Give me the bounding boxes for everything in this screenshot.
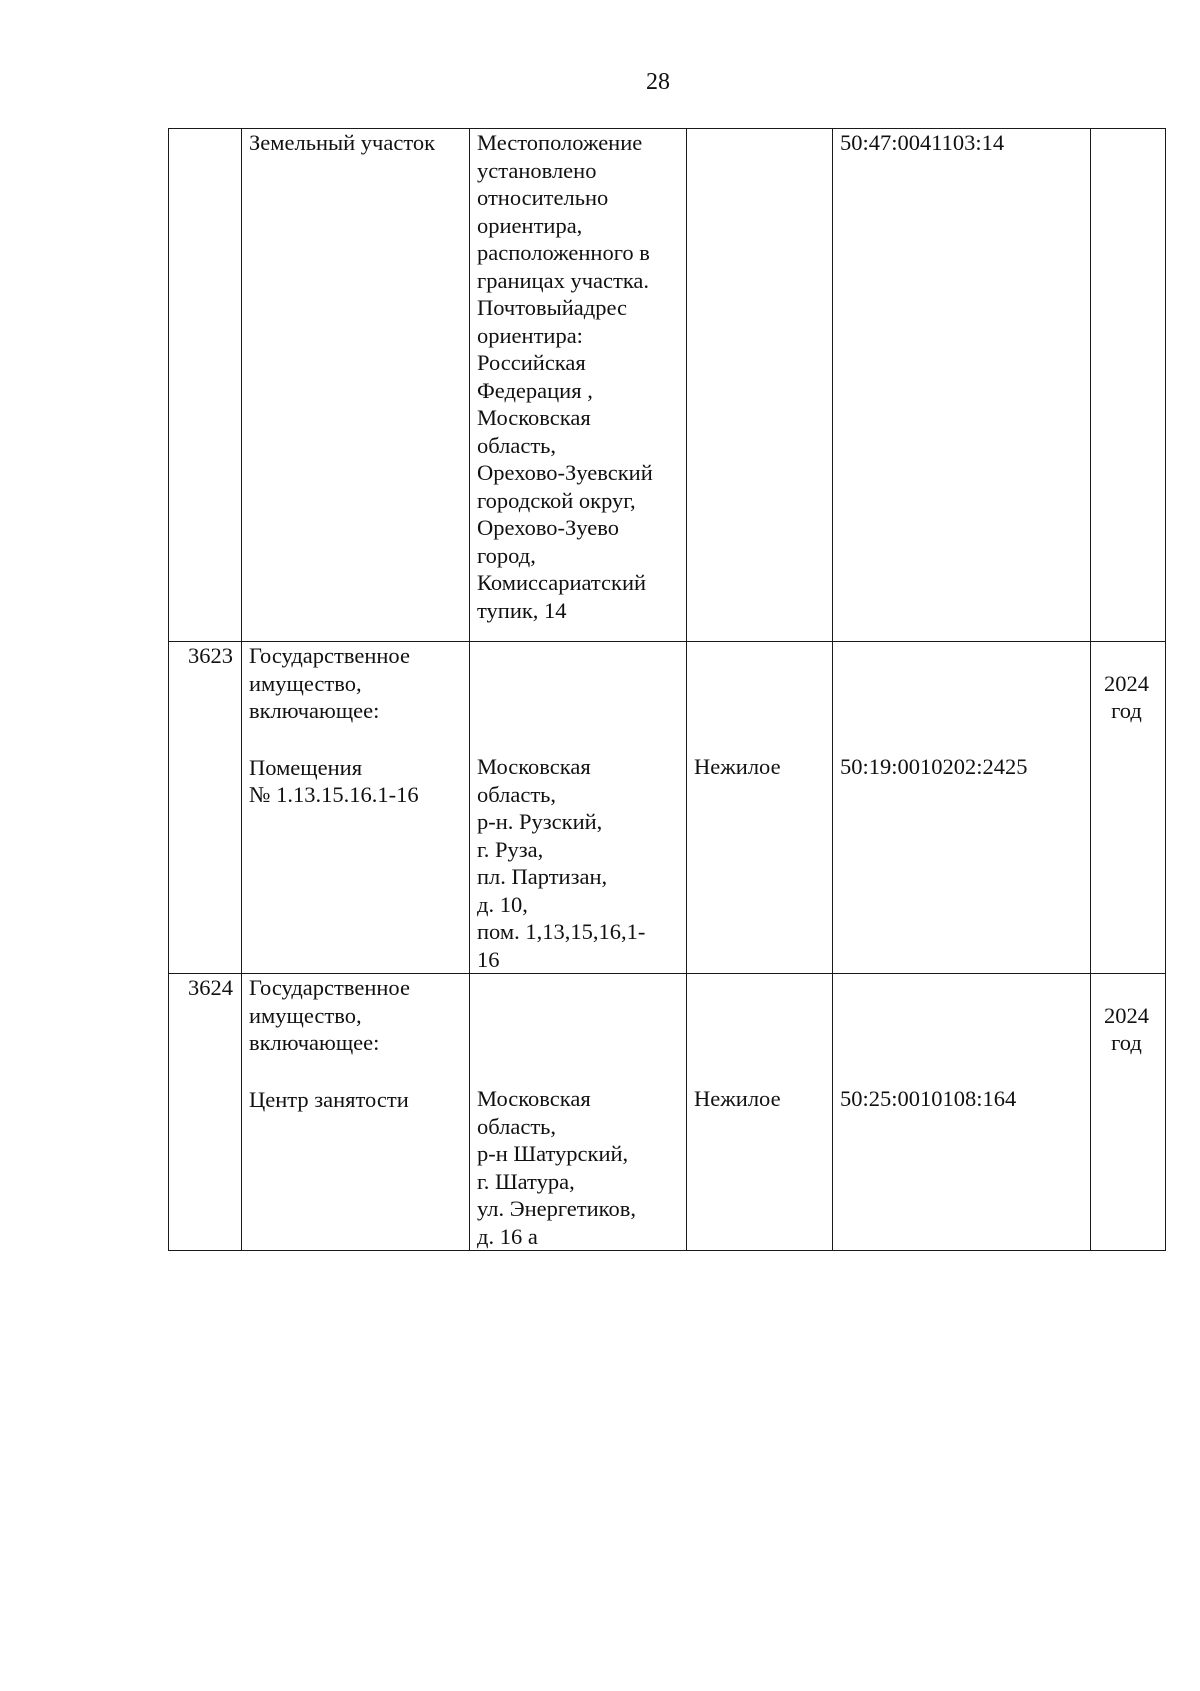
year-cell [1091, 129, 1166, 642]
year-cell [1091, 974, 1166, 1251]
address-text: Московская область, р-н Шатурский, г. Шатура, ул. Энергетиков, д. 16 а [477, 1086, 636, 1249]
address-cell [470, 129, 687, 642]
cadastral-cell [833, 974, 1091, 1251]
object-name: Центр занятости [249, 1086, 409, 1112]
address-text: Местоположение установлено относительно ориентира, расположенного в границах участка. Почтовыйадрес ориентира: Российская Федерация , Московская область, Орехово-Зуевский городской округ, Орехово-Зуево город, Комиссариатский тупик, 14 [477, 130, 653, 623]
object-name-cell [242, 974, 470, 1251]
purpose-cell [687, 642, 833, 974]
year-text: 2024 год [1104, 1002, 1149, 1055]
purpose-cell [687, 974, 833, 1251]
object-name: Земельный участок [249, 130, 436, 155]
table-row [169, 974, 1166, 1251]
page-number: 28 [646, 69, 670, 95]
year-cell [1091, 642, 1166, 974]
purpose-text: Нежилое [694, 1086, 781, 1111]
row-number-cell [169, 129, 242, 642]
cadastral-number: 50:25:0010108:164 [840, 1086, 1017, 1111]
address-text: Московская область, р-н. Рузский, г. Руза, пл. Партизан, д. 10, пом. 1,13,15,16,1- 16 [477, 754, 646, 972]
object-name-cell [242, 129, 470, 642]
address-cell [470, 642, 687, 974]
object-name-cell [242, 642, 470, 974]
table-row [169, 129, 1166, 642]
group-title: Государственное имущество, включающее: [249, 975, 410, 1055]
year-text: 2024 год [1104, 670, 1149, 723]
row-number-cell: 3624 [169, 974, 242, 1251]
cadastral-cell [833, 642, 1091, 974]
row-number-cell: 3623 [169, 642, 242, 974]
purpose-text: Нежилое [694, 754, 781, 779]
cadastral-number: 50:19:0010202:2425 [840, 754, 1028, 779]
address-cell [470, 974, 687, 1251]
object-name: Помещения № 1.13.15.16.1-16 [249, 754, 419, 807]
cadastral-cell: 50:47:0041103:14 [833, 129, 1091, 642]
group-title: Государственное имущество, включающее: [249, 643, 410, 723]
table-row [169, 642, 1166, 974]
purpose-cell [687, 129, 833, 642]
property-registry-table [168, 128, 1166, 1251]
